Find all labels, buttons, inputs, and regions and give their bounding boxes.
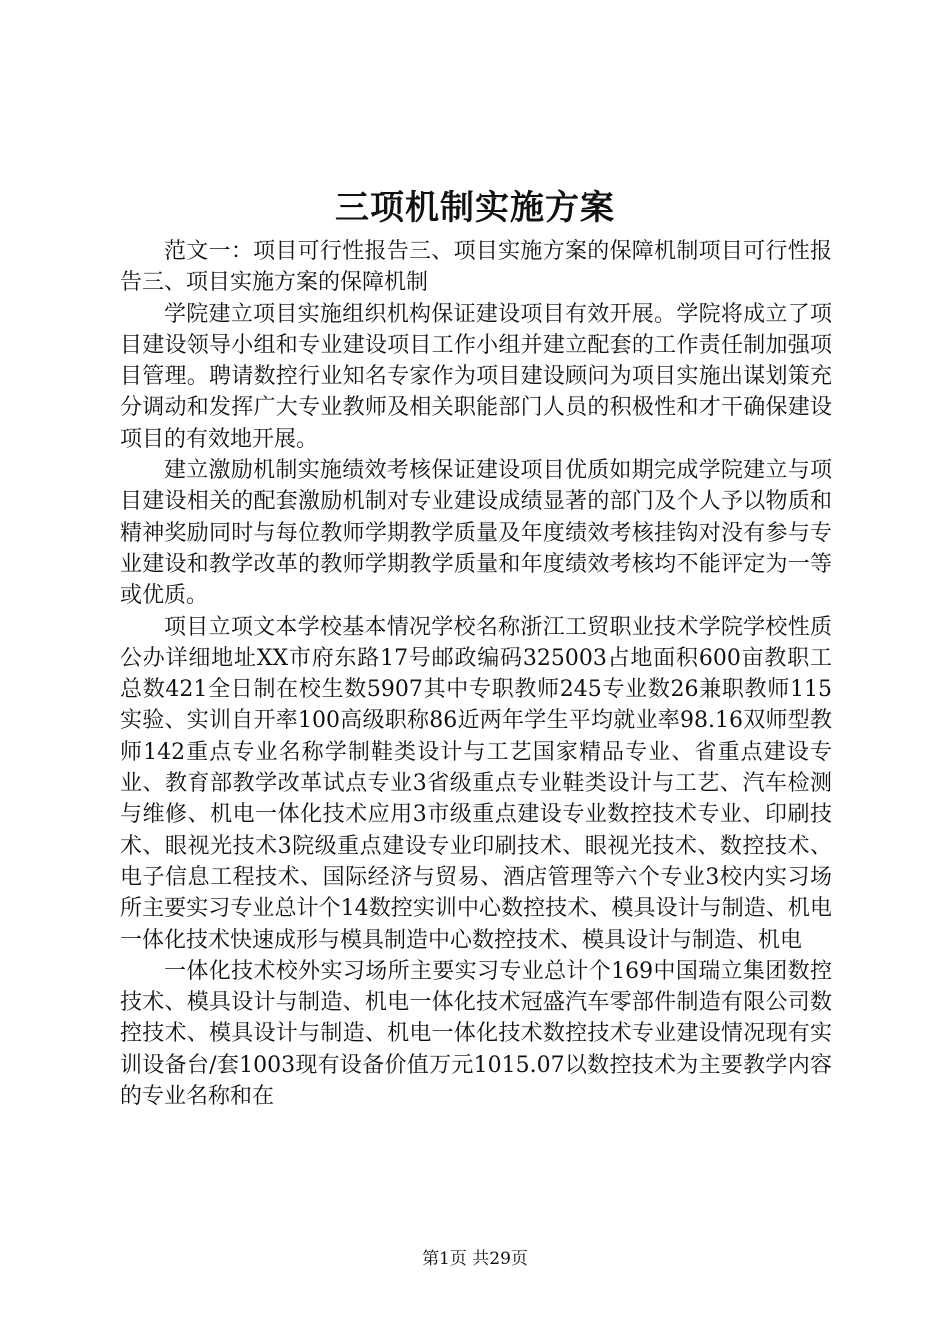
paragraph-1: 范文一：项目可行性报告三、项目实施方案的保障机制项目可行性报告三、项目实施方案的保障机制 bbox=[120, 239, 832, 296]
paragraph-3: 建立激励机制实施绩效考核保证建设项目优质如期完成学院建立与项目建设相关的配套激励机制对专业建设成绩显著的部门及个人予以物质和精神奖励同时与每位教师学期教学质量及年度绩效考核挂钩对没有参与专业建设和教学改革的教师学期教学质量和年度绩效考核均不能评定为一等或优质。 bbox=[120, 458, 832, 609]
document-body bbox=[120, 236, 832, 1112]
paragraph-5: 一体化技术校外实习场所主要实习专业总计个169中国瑞立集团数控技术、模具设计与制造、机电一体化技术冠盛汽车零部件制造有限公司数控技术、模具设计与制造、机电一体化技术数控技术专业建设情况现有实训设备台/套1003现有设备价值万元1015.07以数控技术为主要教学内容的专业名称和在 bbox=[120, 958, 832, 1110]
paragraph-4: 项目立项文本学校基本情况学校名称浙江工贸职业技术学院学校性质公办详细地址XX市府东路17号邮政编码325003占地面积600亩教职工总数421全日制在校生数5907其中专职教师245专业数26兼职教师115实验、实训自开率100高级职称86近两年学生平均就业率98.16双师型教师142重点专业名称学制鞋类设计与工艺国家精品专业、省重点建设专业、教育部教学改革试点专业3省级重点专业鞋类设计与工艺、汽车检测与维修、机电一体化技术应用3市级重点建设专业数控技术专业、印刷技术、眼视光技术3院级重点建设专业印刷技术、眼视光技术、数控技术、电子信息工程技术、国际经济与贸易、酒店管理等六个专业3校内实习场所主要实习专业总计个14数控实训中心数控技术、模具设计与制造、机电一体化技术快速成形与模具制造中心数控技术、模具设计与制造、机电 bbox=[120, 614, 832, 953]
document-title: 三项机制实施方案 bbox=[335, 188, 615, 228]
paragraph-2: 学院建立项目实施组织机构保证建设项目有效开展。学院将成立了项目建设领导小组和专业建设项目工作小组并建立配套的工作责任制加强项目管理。聘请数控行业知名专家作为项目建设顾问为项目实施出谋划策充分调动和发挥广大专业教师及相关职能部门人员的积极性和才干确保建设项目的有效地开展。 bbox=[120, 301, 832, 452]
page-footer: 第1页 共29页 bbox=[422, 1249, 528, 1269]
